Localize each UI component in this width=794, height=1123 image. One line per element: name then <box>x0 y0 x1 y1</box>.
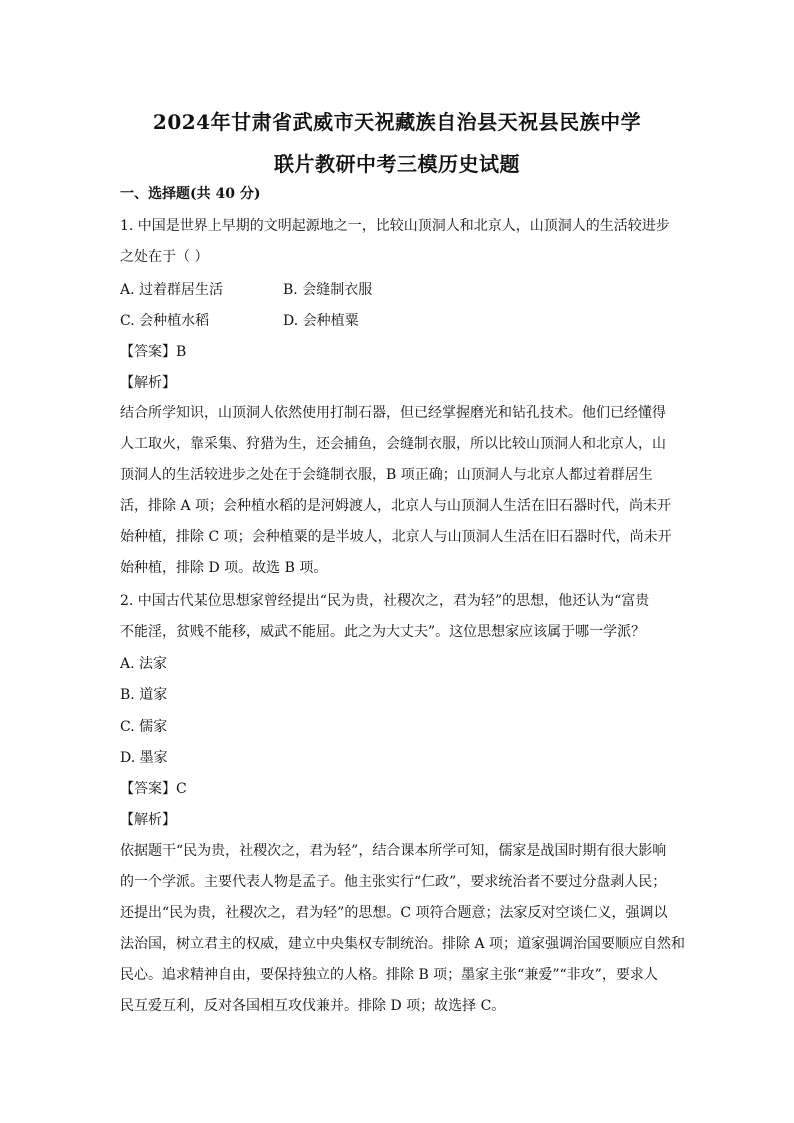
q2-analysis-line: 民心。追求精神自由，要保持独立的人格。排除 B 项；墨家主张“兼爱”“非攻”，要求人 <box>120 967 658 983</box>
q1-analysis-line: 人工取火，靠采集、狩猎为生，还会捕鱼，会缝制衣服，所以比较山顶洞人和北京人，山 <box>120 436 666 452</box>
q2-option-c: C. 儒家 <box>120 719 168 735</box>
q2-analysis-line: 依据题干“民为贵，社稷次之，君为轻”，结合课本所学可知，儒家是战国时期有很大影响 <box>120 843 667 859</box>
q1-analysis-line: 结合所学知识，山顶洞人依然使用打制石器，但已经掌握磨光和钻孔技术。他们已经懂得 <box>120 405 666 421</box>
document-title-line-1: 2024年甘肃省武威市天祝藏族自治县天祝县民族中学 <box>152 110 642 134</box>
q2-option-a: A. 法家 <box>120 656 168 672</box>
q1-option-b: B. 会缝制衣服 <box>283 282 373 298</box>
q2-analysis-line: 还提出“民为贵，社稷次之，君为轻”的思想。C 项符合题意；法家反对空谈仁义，强调以 <box>120 905 668 921</box>
q1-analysis-line: 始种植，排除 C 项；会种植粟的是半坡人，北京人与山顶洞人生活在旧石器时代，尚未开 <box>120 529 672 545</box>
q2-option-b: B. 道家 <box>120 687 168 703</box>
q1-analysis-line: 活，排除 A 项；会种植水稻的是河姆渡人，北京人与山顶洞人生活在旧石器时代，尚未开 <box>120 498 672 514</box>
q1-stem-line-1: 1. 中国是世界上早期的文明起源地之一，比较山顶洞人和北京人，山顶洞人的生活较进步 <box>120 218 670 234</box>
document-title-line-2: 联片教研中考三模历史试题 <box>274 152 520 176</box>
q2-option-d: D. 墨家 <box>120 750 168 766</box>
q1-analysis-label: 【解析】 <box>120 375 176 391</box>
q2-answer: 【答案】C <box>120 781 187 797</box>
q2-analysis-line: 的一个学派。主要代表人物是孟子。他主张实行“仁政”，要求统治者不要过分盘剥人民； <box>120 874 667 890</box>
q1-option-c: C. 会种植水稻 <box>120 313 210 329</box>
q1-analysis-line: 顶洞人的生活较进步之处在于会缝制衣服，B 项正确；山顶洞人与北京人都过着群居生 <box>120 467 653 483</box>
q1-stem-line-2: 之处在于（ ） <box>120 249 209 265</box>
q1-analysis-line: 始种植，排除 D 项。故选 B 项。 <box>120 560 328 576</box>
q2-analysis-line: 法治国，树立君主的权威，建立中央集权专制统治。排除 A 项；道家强调治国要顺应自然和 <box>120 936 686 952</box>
q2-stem-line-2: 不能淫，贫贱不能移，威武不能屈。此之为大丈夫”。这位思想家应该属于哪一学派？ <box>120 624 646 640</box>
q1-option-a: A. 过着群居生活 <box>120 282 224 298</box>
q2-analysis-line: 民互爱互利，反对各国相互攻伐兼并。排除 D 项；故选择 C。 <box>120 998 506 1014</box>
q1-option-d: D. 会种植粟 <box>283 313 359 329</box>
q1-answer: 【答案】B <box>120 344 187 360</box>
section-heading: 一、选择题(共 40 分) <box>120 186 261 202</box>
q2-analysis-label: 【解析】 <box>120 812 176 828</box>
q2-stem-line-1: 2. 中国古代某位思想家曾经提出“民为贵，社稷次之，君为轻”的思想，他还认为“富贵 <box>120 593 650 609</box>
